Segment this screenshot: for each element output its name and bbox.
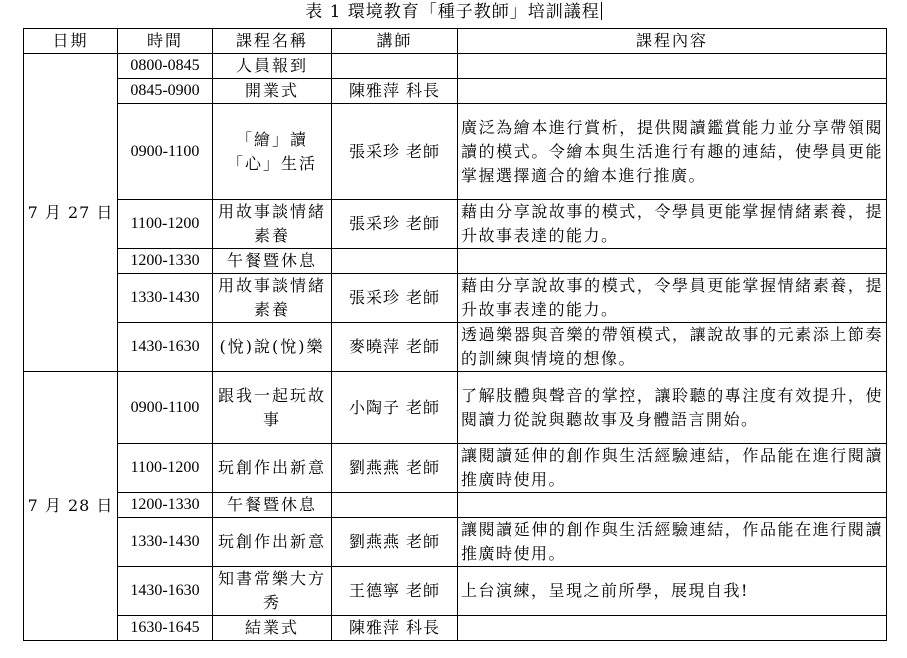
- time-cell: 1200-1330: [118, 493, 213, 518]
- time-cell: 1330-1430: [118, 518, 213, 567]
- time-cell: 0845-0900: [118, 79, 213, 104]
- content-cell: 藉由分享說故事的模式，令學員更能掌握情緒素養，提升故事表達的能力。: [458, 274, 887, 323]
- time-cell: 1200-1330: [118, 249, 213, 274]
- content-cell: 透過樂器與音樂的帶領模式，讓說故事的元素添上節奏的訓練與情境的想像。: [458, 323, 887, 372]
- header-date: 日期: [24, 29, 118, 54]
- content-cell: 讓閱讀延伸的創作與生活經驗連結，作品能在進行閱讀推廣時使用。: [458, 444, 887, 493]
- content-cell: 藉由分享說故事的模式，令學員更能掌握情緒素養，提升故事表達的能力。: [458, 200, 887, 249]
- time-cell: 0800-0845: [118, 54, 213, 79]
- time-cell: 0900-1100: [118, 372, 213, 444]
- agenda-table: [23, 28, 887, 641]
- time-cell: 1100-1200: [118, 444, 213, 493]
- content-cell: 了解肢體與聲音的掌控，讓聆聽的專注度有效提升，使閱讀力從說與聽故事及身體語言開始。: [458, 372, 887, 444]
- course-cell: 「繪」讀「心」生活: [213, 104, 332, 200]
- course-cell: 午餐暨休息: [213, 493, 332, 518]
- teacher-cell: [332, 249, 458, 274]
- teacher-cell: 陳雅萍 科長: [332, 616, 458, 641]
- content-cell: [458, 54, 887, 79]
- content-cell: [458, 493, 887, 518]
- teacher-cell: 劉燕燕 老師: [332, 444, 458, 493]
- table-row: [24, 54, 887, 79]
- content-cell: 廣泛為繪本進行賞析，提供閱讀鑑賞能力並分享帶領閱讀的模式。令繪本與生活進行有趣的連結，使學員更能掌握選擇適合的繪本進行推廣。: [458, 104, 887, 200]
- teacher-cell: 張采珍 老師: [332, 274, 458, 323]
- header-content: 課程內容: [458, 29, 887, 54]
- caption-text: 表 1 環境教育「種子教師」培訓議程: [305, 2, 600, 22]
- text-cursor: [601, 2, 602, 20]
- table-row: [24, 518, 887, 567]
- table-row: [24, 323, 887, 372]
- content-cell: [458, 616, 887, 641]
- time-cell: 1100-1200: [118, 200, 213, 249]
- table-row: [24, 444, 887, 493]
- course-cell: 用故事談情緒素養: [213, 200, 332, 249]
- table-row: [24, 274, 887, 323]
- content-cell: 讓閱讀延伸的創作與生活經驗連結，作品能在進行閱讀推廣時使用。: [458, 518, 887, 567]
- course-cell: 人員報到: [213, 54, 332, 79]
- header-course: 課程名稱: [213, 29, 332, 54]
- time-cell: 1630-1645: [118, 616, 213, 641]
- course-cell: 知書常樂大方秀: [213, 567, 332, 616]
- teacher-cell: 劉燕燕 老師: [332, 518, 458, 567]
- time-cell: 1430-1630: [118, 323, 213, 372]
- teacher-cell: [332, 54, 458, 79]
- teacher-cell: 小陶子 老師: [332, 372, 458, 444]
- table-row: [24, 493, 887, 518]
- table-row: [24, 567, 887, 616]
- table-row: [24, 616, 887, 641]
- course-cell: 玩創作出新意: [213, 518, 332, 567]
- table-row: [24, 200, 887, 249]
- date-cell: 7 月 27 日: [24, 54, 118, 372]
- table-row: [24, 79, 887, 104]
- date-cell: 7 月 28 日: [24, 372, 118, 641]
- content-cell: [458, 249, 887, 274]
- course-cell: 結業式: [213, 616, 332, 641]
- time-cell: 0900-1100: [118, 104, 213, 200]
- time-cell: 1430-1630: [118, 567, 213, 616]
- teacher-cell: 張采珍 老師: [332, 200, 458, 249]
- course-cell: 用故事談情緒素養: [213, 274, 332, 323]
- teacher-cell: 麥曉萍 老師: [332, 323, 458, 372]
- teacher-cell: 張采珍 老師: [332, 104, 458, 200]
- teacher-cell: 陳雅萍 科長: [332, 79, 458, 104]
- course-cell: 玩創作出新意: [213, 444, 332, 493]
- course-cell: (悅)說(悅)樂: [213, 323, 332, 372]
- table-row: [24, 249, 887, 274]
- content-cell: [458, 79, 887, 104]
- course-cell: 跟我一起玩故事: [213, 372, 332, 444]
- teacher-cell: [332, 493, 458, 518]
- time-cell: 1330-1430: [118, 274, 213, 323]
- table-row: [24, 104, 887, 200]
- course-cell: 午餐暨休息: [213, 249, 332, 274]
- header-teacher: 講師: [332, 29, 458, 54]
- table-row: [24, 372, 887, 444]
- header-time: 時間: [118, 29, 213, 54]
- content-cell: 上台演練，呈現之前所學，展現自我!: [458, 567, 887, 616]
- teacher-cell: 王德寧 老師: [332, 567, 458, 616]
- table-caption: [0, 1, 907, 23]
- course-cell: 開業式: [213, 79, 332, 104]
- header-row: [24, 29, 887, 54]
